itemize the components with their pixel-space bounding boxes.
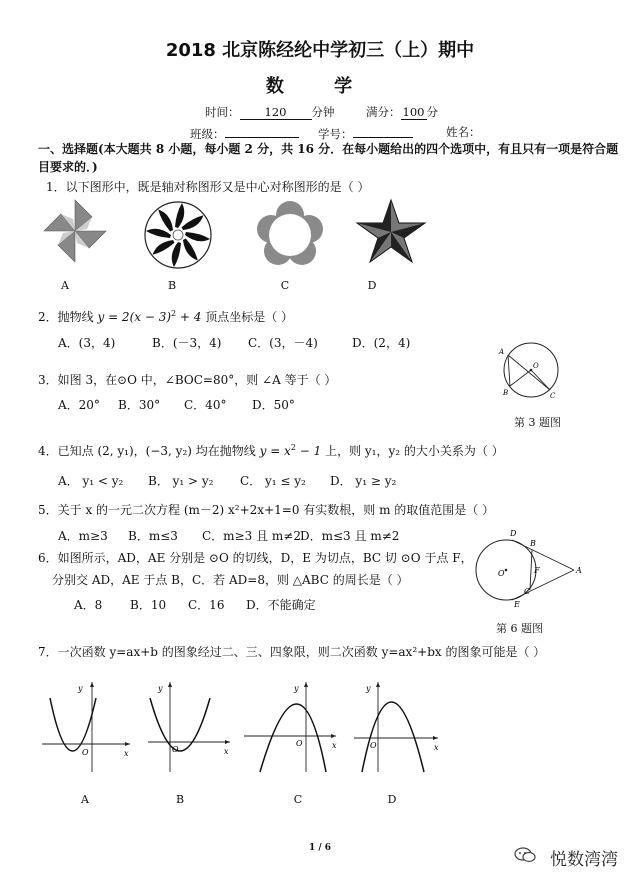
q7d-x-label: x [434,743,439,752]
q6-point-o: O [498,569,505,578]
q7a-origin: O [82,748,89,757]
score-label: 满分： [366,105,401,119]
time-label: 时间： [205,105,240,119]
q1-stem: 1．以下图形中，既是轴对称图形又是中心对称图形的是（ ） [46,180,370,194]
class-label: 班级： [190,127,225,141]
q7-graph-d [350,676,442,776]
q7-stem: 7．一次函数 y=ax+b 的图象经过二、三、四象限，则二次函数 y=ax²+bx 的图象可能是（ ） [38,645,546,659]
time-value: 120 [240,105,312,120]
q4-option-a: A． y₁ < y₂ [58,474,124,488]
q3-option-d: D．50° [252,398,295,412]
exam-time [205,104,335,120]
q2-formula-tail: + 4 [176,310,202,324]
q7-label-b: B [175,793,185,806]
q5-option-a: A．m≥3 [58,529,108,543]
q3-option-b: B．30° [118,398,161,412]
q2-option-c: C．(3，－4) [248,336,318,350]
q6-option-a: A．8 [74,598,103,612]
q6-option-b: B．10 [130,598,167,612]
q2-stem [38,306,293,325]
q6-figure-caption: 第 6 题图 [496,622,543,635]
q6-option-d: D．不能确定 [246,598,316,612]
exam-title: 2018 北京陈经纶中学初三（上）期中 [165,40,475,61]
name-field [446,124,481,140]
q6-point-d: D [510,529,517,538]
page-number: 1 / 6 [308,843,332,853]
exam-score [366,104,438,120]
subject-title: 数 学 [265,76,375,97]
q6-point-b: B [530,539,536,548]
q1-figure-c-flower [255,200,325,270]
q3-option-c: C．40° [184,398,227,412]
q3-stem: 3．如图 3，在⊙O 中，∠BOC=80°，则 ∠A 等于（ ） [38,373,337,387]
q7c-x-label: x [332,741,337,750]
q6-point-a: A [576,566,582,575]
q2-stem-prefix: 2．抛物线 [38,310,94,324]
q6-option-c: C．16 [188,598,225,612]
score-value: 100 [401,105,427,120]
q7-graph-a [38,676,134,776]
name-label: 姓名： [446,125,481,139]
q5-stem: 5．关于 x 的一元二次方程 (m－2) x²+2x+1=0 有实数根，则 m 的取值范围是（ ） [38,503,495,517]
q7-graph-b [144,676,234,776]
q3-figure-caption: 第 3 题图 [514,416,561,429]
q4-stem [38,440,504,459]
q3-point-o: O [533,362,539,370]
score-unit: 分 [426,105,438,119]
q4-option-c: C． y₁ ≤ y₂ [240,474,306,488]
q7b-y-label: y [158,684,163,693]
q1-figure-a-pinwheel [42,198,108,264]
q7-graph-c [240,676,340,776]
q3-figure-circle [490,340,570,404]
q3-point-c: C [550,392,556,400]
q4-stem-suffix: 上，则 y₁，y₂ 的大小关系为（ ） [325,444,504,458]
q1-figure-b-swirl [143,200,213,270]
q1-label-a: A [61,279,69,292]
class-blank [225,124,299,138]
q3-option-a: A．20° [58,398,100,412]
q4-formula: y = x [259,444,291,458]
q4-stem-prefix: 4．已知点 (2, y₁)，(−3, y₂) 均在抛物线 [38,444,256,458]
time-unit: 分钟 [311,105,335,119]
section-heading: 一、选择题(本大题共 8 小题，每小题 2 分，共 16 分．在每小题给出的四个选项中，有且只有一项是符合题目要求的．) [38,142,619,174]
q4-formula-exp: 2 [290,443,296,452]
q7a-x-label: x [124,749,129,758]
q2-formula: y = 2(x − 3) [97,310,172,324]
q7d-origin: O [370,741,377,750]
q7c-origin: O [296,739,303,748]
q7c-y-label: y [294,684,299,693]
q7b-x-label: x [224,747,229,756]
q2-stem-suffix: 顶点坐标是（ ） [205,310,294,324]
q1-label-b: B [167,279,177,292]
q3-point-b: B [503,389,509,397]
q1-label-d: D [367,279,377,292]
q5-option-b: B．m≤3 [128,529,178,543]
q2-option-a: A．(3，4) [58,336,116,350]
q6-point-f: F [534,566,540,575]
q1-label-c: C [280,279,290,292]
q2-formula-exp: 2 [171,309,177,318]
q4-option-d: D． y₁ ≥ y₂ [330,474,397,488]
q4-option-b: B． y₁ > y₂ [148,474,214,488]
q7-label-d: D [387,793,397,806]
q6-stem-line2: 分别交 AD，AE 于点 B，C．若 AD=8，则 △ABC 的周长是（ ） [52,573,409,587]
q3-point-a: A [499,348,505,356]
q7-label-c: C [293,793,303,806]
q6-point-c: C [524,587,531,596]
q2-option-d: D．(2，4) [352,336,411,350]
q6-figure-tangents [470,528,586,608]
wechat-icon [514,847,536,863]
q2-option-b: B．(－3，4) [152,336,222,350]
q1-figure-d-star [355,198,427,264]
q4-formula-tail: − 1 [295,444,322,458]
q7b-origin: O [172,745,179,754]
q7a-y-label: y [78,684,83,693]
q6-stem-line1: 6．如图所示，AD，AE 分别是 ⊙O 的切线，D，E 为切点，BC 切 ⊙O 于点 F， [38,551,473,565]
q7d-y-label: y [366,684,371,693]
watermark: 悦数湾湾 [550,850,618,870]
q5-option-c: C．m≥3 且 m≠2 [202,529,301,543]
q7-label-a: A [81,793,89,806]
q5-option-d: D．m≤3 且 m≠2 [300,529,400,543]
q6-point-e: E [514,600,520,609]
id-label: 学号： [318,127,353,141]
id-blank [353,124,413,138]
